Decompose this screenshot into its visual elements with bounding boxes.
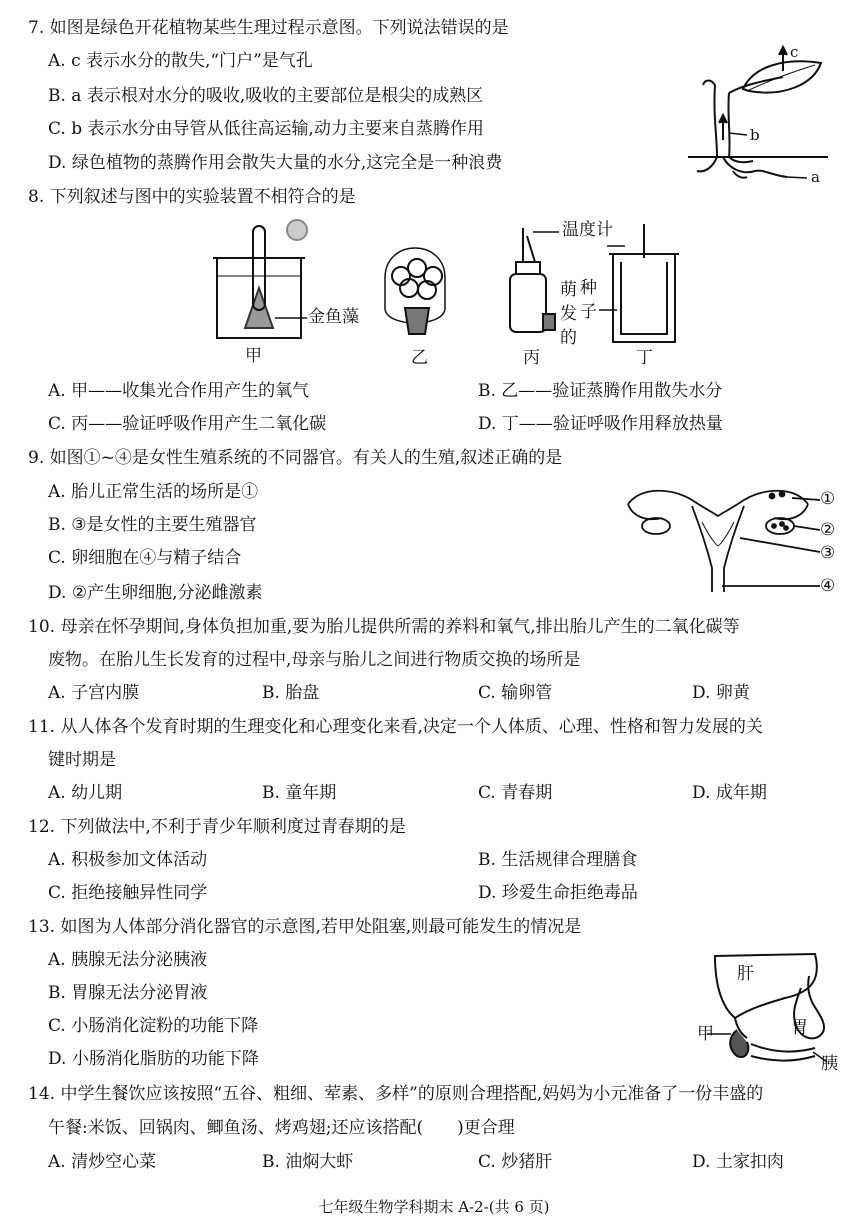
q7-option-d: D. 绿色植物的蒸腾作用会散失大量的水分,这完全是一种浪费 xyxy=(48,153,503,173)
plant-diagram xyxy=(683,45,833,185)
q7-option-c: C. b 表示水分由导管从低往高运输,动力主要来自蒸腾作用 xyxy=(48,119,484,139)
q9-option-a: A. 胎儿正常生活的场所是① xyxy=(48,482,259,502)
q14-stem-line2: 午餐:米饭、回锅肉、鲫鱼汤、烤鸡翅;还应该搭配( )更合理 xyxy=(48,1118,515,1138)
q9-option-d: D. ②产生卵细胞,分泌雌激素 xyxy=(48,583,263,603)
label-c: c xyxy=(790,43,799,61)
q10-option-a: A. 子宫内膜 xyxy=(48,683,140,703)
q12-stem: 12. 下列做法中,不利于青少年顺利度过青春期的是 xyxy=(28,817,406,837)
q7-option-b: B. a 表示根对水分的吸收,吸收的主要部位是根尖的成熟区 xyxy=(48,86,484,106)
label-sprout-2: 发 xyxy=(560,304,577,324)
label-organ-1: ① xyxy=(820,489,836,509)
page-footer: 七年级生物学科期末 A-2-(共 6 页) xyxy=(318,1198,550,1216)
q12-option-c: C. 拒绝接触异性同学 xyxy=(48,883,208,903)
label-thermometer: 温度计 xyxy=(562,220,613,240)
label-jia-site: 甲 xyxy=(697,1024,714,1044)
q13-option-c: C. 小肠消化淀粉的功能下降 xyxy=(48,1016,259,1036)
q8-option-d: D. 丁——验证呼吸作用释放热量 xyxy=(478,414,723,434)
label-pancreas: 胰 xyxy=(821,1054,838,1074)
label-bing: 丙 xyxy=(523,348,540,368)
q11-stem-line1: 11. 从人体各个发育时期的生理变化和心理变化来看,决定一个人体质、心理、性格和智力发展的关 xyxy=(28,717,763,737)
label-yi: 乙 xyxy=(411,348,428,368)
q9-option-b: B. ③是女性的主要生殖器官 xyxy=(48,515,257,535)
q8-option-a: A. 甲——收集光合作用产生的氧气 xyxy=(48,381,310,401)
digestive-organ-diagram xyxy=(695,948,845,1076)
label-organ-2: ② xyxy=(820,520,836,540)
q12-option-a: A. 积极参加文体活动 xyxy=(48,850,208,870)
q11-stem-line2: 键时期是 xyxy=(48,750,116,770)
q14-option-c: C. 炒猪肝 xyxy=(478,1152,553,1172)
label-seed-2: 子 xyxy=(580,302,597,322)
label-sprout-1: 萌 xyxy=(560,280,577,300)
q7-stem: 7. 如图是绿色开花植物某些生理过程示意图。下列说法错误的是 xyxy=(28,18,509,38)
reproductive-system-diagram xyxy=(622,482,847,597)
q7-option-a: A. c 表示水分的散失,“门户”是气孔 xyxy=(48,51,313,71)
label-stomach: 胃 xyxy=(791,1018,808,1038)
q11-option-d: D. 成年期 xyxy=(692,783,767,803)
q11-option-c: C. 青春期 xyxy=(478,783,553,803)
q13-stem: 13. 如图为人体部分消化器官的示意图,若甲处阻塞,则最可能发生的情况是 xyxy=(28,917,582,937)
q12-option-d: D. 珍爱生命拒绝毒品 xyxy=(478,883,638,903)
q10-stem-line1: 10. 母亲在怀孕期间,身体负担加重,要为胎儿提供所需的养料和氧气,排出胎儿产生的二氧化碳等 xyxy=(28,617,740,637)
q11-option-a: A. 幼儿期 xyxy=(48,783,123,803)
label-liver: 肝 xyxy=(737,964,754,984)
q8-option-c: C. 丙——验证呼吸作用产生二氧化碳 xyxy=(48,414,327,434)
q14-option-d: D. 土家扣肉 xyxy=(692,1152,784,1172)
q10-option-d: D. 卵黄 xyxy=(692,683,750,703)
q8-stem: 8. 下列叙述与图中的实验装置不相符合的是 xyxy=(28,187,356,207)
label-ding: 丁 xyxy=(636,348,653,368)
q13-option-d: D. 小肠消化脂肪的功能下降 xyxy=(48,1049,259,1069)
q13-option-b: B. 胃腺无法分泌胃液 xyxy=(48,983,208,1003)
q14-stem-line1: 14. 中学生餐饮应该按照“五谷、粗细、荤素、多样”的原则合理搭配,妈妈为小元准备了一份丰盛的 xyxy=(28,1084,764,1104)
label-sprout-3: 的 xyxy=(560,328,577,348)
label-jia: 甲 xyxy=(245,346,262,366)
label-seed-1: 种 xyxy=(580,278,597,298)
q10-option-c: C. 输卵管 xyxy=(478,683,553,703)
q14-option-b: B. 油焖大虾 xyxy=(262,1152,354,1172)
label-a: a xyxy=(811,168,820,186)
experiment-figure xyxy=(205,218,685,368)
q11-option-b: B. 童年期 xyxy=(262,783,337,803)
q10-stem-line2: 废物。在胎儿生长发育的过程中,母亲与胎儿之间进行物质交换的场所是 xyxy=(48,650,581,670)
label-organ-4: ④ xyxy=(820,576,836,596)
q9-stem: 9. 如图①~④是女性生殖系统的不同器官。有关人的生殖,叙述正确的是 xyxy=(28,448,563,468)
label-b: b xyxy=(750,126,760,144)
q10-option-b: B. 胎盘 xyxy=(262,683,320,703)
q14-option-a: A. 清炒空心菜 xyxy=(48,1152,157,1172)
q13-option-a: A. 胰腺无法分泌胰液 xyxy=(48,950,208,970)
label-alga: 金鱼藻 xyxy=(308,307,359,327)
q12-option-b: B. 生活规律合理膳食 xyxy=(478,850,638,870)
label-organ-3: ③ xyxy=(820,543,836,563)
q9-option-c: C. 卵细胞在④与精子结合 xyxy=(48,548,242,568)
q8-option-b: B. 乙——验证蒸腾作用散失水分 xyxy=(478,381,723,401)
